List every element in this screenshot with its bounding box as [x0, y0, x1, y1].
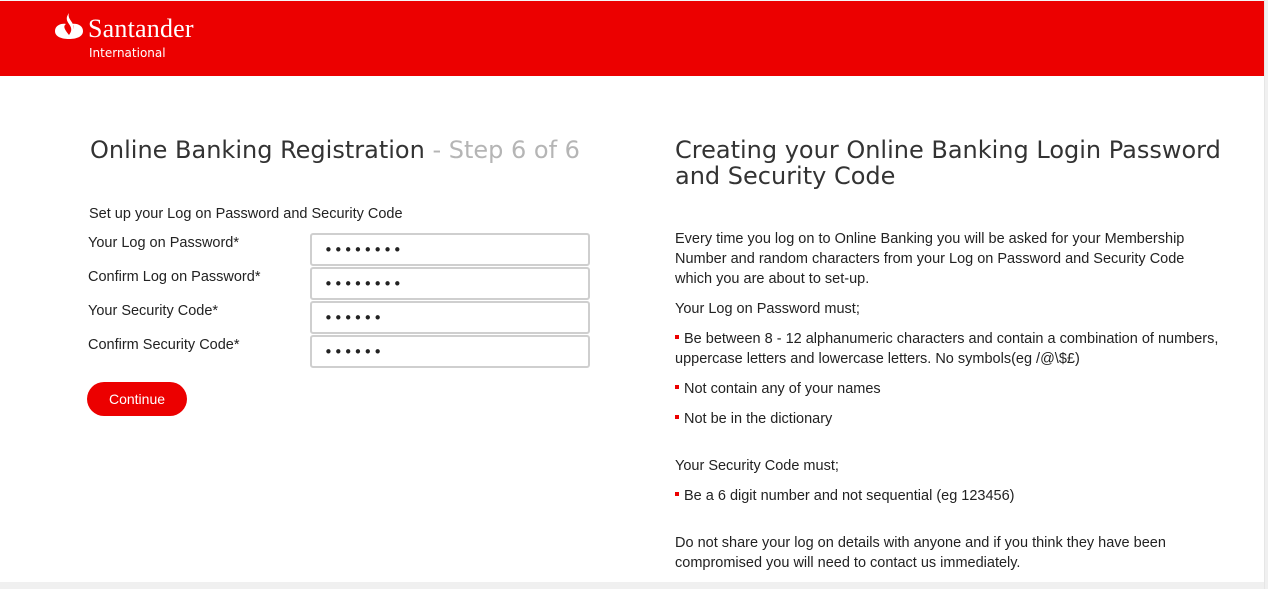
- password-input[interactable]: [312, 235, 588, 264]
- help-title: Creating your Online Banking Login Password and Security Code: [675, 136, 1221, 190]
- brand-subtitle: International: [89, 46, 166, 60]
- password-rule-item: [675, 409, 1220, 429]
- header-bar: [0, 0, 1264, 76]
- confirm-password-field[interactable]: [310, 267, 590, 300]
- security-code-input[interactable]: [312, 303, 588, 332]
- password-rule-text: Not be in the dictionary: [684, 411, 833, 427]
- code-rule-item: [675, 486, 1220, 506]
- confirm-security-code-field[interactable]: [310, 335, 590, 368]
- vertical-scrollbar[interactable]: [1264, 0, 1268, 589]
- password-rule-item: [675, 379, 1220, 399]
- password-rule-text: Not contain any of your names: [684, 381, 881, 397]
- bullet-icon: [675, 415, 679, 419]
- horizontal-scrollbar[interactable]: [0, 582, 1268, 589]
- page-title-text: Online Banking Registration: [90, 136, 425, 164]
- confirm-password-input[interactable]: [312, 269, 588, 298]
- password-field[interactable]: [310, 233, 590, 266]
- password-rule-item: [675, 329, 1220, 369]
- password-label: Your Log on Password*: [88, 235, 240, 251]
- password-rules-heading: Your Log on Password must;: [675, 301, 860, 317]
- security-warning: Do not share your log on details with anyone and if you think they have been compromised you will need to contact us immediately.: [675, 535, 1166, 571]
- bullet-icon: [675, 335, 679, 339]
- code-rules-heading: Your Security Code must;: [675, 458, 839, 474]
- santander-flame-icon: [54, 12, 84, 42]
- security-code-field[interactable]: [310, 301, 590, 334]
- password-rule-text: Be between 8 - 12 alphanumeric characters and contain a combination of numbers, uppercase letters and lowercase letters. No symbols(eg /@\$£): [675, 331, 1219, 367]
- brand-name: Santander: [88, 14, 194, 43]
- bullet-icon: [675, 385, 679, 389]
- confirm-password-label: Confirm Log on Password*: [88, 269, 261, 285]
- confirm-security-code-input[interactable]: [312, 337, 588, 366]
- help-intro: Every time you log on to Online Banking you will be asked for your Membership Number and random characters from your Log on Password and Security Code which you are about to set-up.: [675, 231, 1185, 287]
- continue-button[interactable]: Continue: [87, 382, 187, 416]
- bullet-icon: [675, 492, 679, 496]
- page-title: [90, 136, 580, 164]
- code-rule-text: Be a 6 digit number and not sequential (eg 123456): [684, 488, 1015, 504]
- security-code-label: Your Security Code*: [88, 303, 219, 319]
- step-indicator: - Step 6 of 6: [432, 136, 580, 164]
- confirm-security-code-label: Confirm Security Code*: [88, 337, 240, 353]
- setup-instruction: Set up your Log on Password and Security Code: [89, 206, 403, 222]
